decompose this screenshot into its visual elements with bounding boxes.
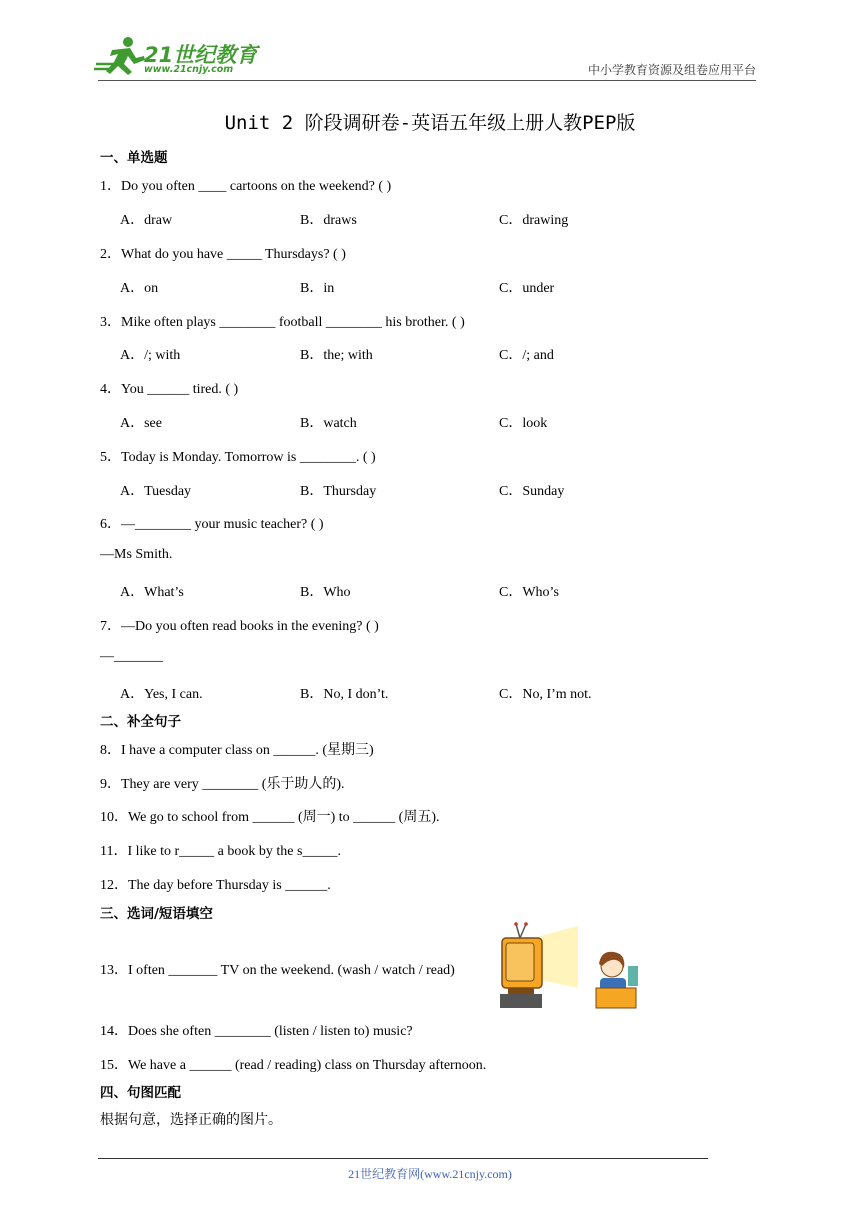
question-stem: 9．They are very ________ (乐于助人的). [100, 777, 345, 792]
section-heading: 三、选词/短语填空 [100, 906, 213, 922]
question-stem: 5．Today is Monday. Tomorrow is ________. ( ) [100, 450, 376, 465]
question-stem: 2．What do you have _____ Thursdays? ( ) [100, 247, 346, 262]
option-c: C．/; and [499, 348, 554, 363]
question-stem: 14．Does she often ________ (listen / listen to) music? [100, 1024, 413, 1039]
option-b: B．watch [300, 416, 357, 431]
option-c: C．Who’s [499, 585, 559, 600]
question-stem: 8．I have a computer class on ______. (星期三) [100, 743, 374, 758]
question-stem: 6．—________ your music teacher? ( ) [100, 517, 324, 532]
question-stem: 15．We have a ______ (read / reading) class on Thursday afternoon. [100, 1058, 487, 1073]
option-c: C．drawing [499, 213, 569, 228]
question-stem: 11．I like to r_____ a book by the s_____. [100, 844, 341, 859]
option-a: A．Tuesday [120, 484, 192, 499]
question-stem: 1．Do you often ____ cartoons on the weekend? ( ) [100, 179, 392, 194]
option-b: B．Who [300, 585, 351, 600]
footer-rule [98, 1158, 708, 1159]
option-c: C．No, I’m not. [499, 687, 592, 702]
option-a: A．/; with [120, 348, 181, 363]
section-heading: 四、句图匹配 [100, 1085, 181, 1101]
footer-text: 21世纪教育网(www.21cnjy.com) [348, 1167, 512, 1181]
dialog-reply: —Ms Smith. [100, 547, 173, 562]
platform-name: 中小学教育资源及组卷应用平台 [587, 63, 756, 77]
page-title: Unit 2 阶段调研卷-英语五年级上册人教PEP版 [224, 112, 636, 134]
option-b: B．the; with [300, 348, 373, 363]
option-b: B．Thursday [300, 484, 377, 499]
question-stem: 4．You ______ tired. ( ) [100, 382, 239, 397]
question-stem: 7．—Do you often read books in the evening? ( ) [100, 619, 379, 634]
option-a: A．on [120, 281, 159, 296]
option-a: A．draw [120, 213, 173, 228]
logo [92, 34, 262, 78]
question-stem: 12．The day before Thursday is ______. [100, 878, 331, 893]
section-heading: 一、单选题 [100, 150, 168, 166]
dialog-reply: —_______ [100, 649, 163, 664]
option-a: A．Yes, I can. [120, 687, 203, 702]
logo-main-text: 21世纪教育 [144, 43, 258, 67]
option-b: B．in [300, 281, 335, 296]
option-b: B．draws [300, 213, 357, 228]
question-stem: 3．Mike often plays ________ football ________ his brother. ( ) [100, 315, 465, 330]
option-c: C．Sunday [499, 484, 565, 499]
option-b: B．No, I don’t. [300, 687, 389, 702]
section-heading: 二、补全句子 [100, 714, 181, 730]
question-stem: 13．I often _______ TV on the weekend. (wash / watch / read) [100, 963, 455, 978]
option-c: C．under [499, 281, 555, 296]
question-stem: 10．We go to school from ______ (周一) to ______ (周五). [100, 810, 440, 825]
option-c: C．look [499, 416, 548, 431]
option-a: A．What’s [120, 585, 184, 600]
runner-logo-icon [92, 34, 152, 78]
watching-tv-illustration [496, 922, 640, 1010]
header-rule [98, 80, 756, 81]
instruction-text: 根据句意，选择正确的图片。 [100, 1113, 282, 1128]
option-a: A．see [120, 416, 162, 431]
logo-url-text: www.21cnjy.com [144, 64, 234, 75]
